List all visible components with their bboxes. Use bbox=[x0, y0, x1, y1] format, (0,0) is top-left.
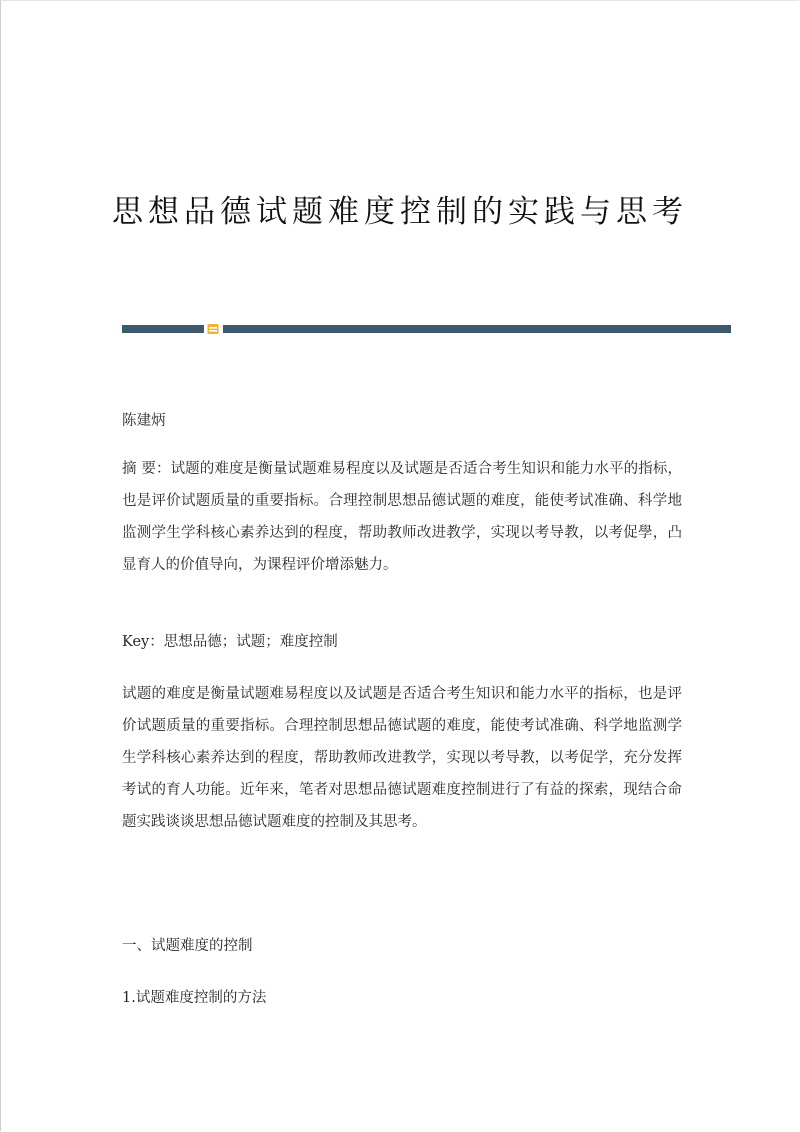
divider-ornament-icon bbox=[207, 323, 219, 335]
section-heading: 一、试题难度的控制 bbox=[122, 938, 253, 954]
divider-bar-right bbox=[223, 325, 731, 333]
title-divider bbox=[122, 325, 731, 333]
divider-bar-left bbox=[122, 325, 204, 333]
body-paragraph: 试题的难度是衡量试题难易程度以及试题是否适合考生知识和能力水平的指标，也是评价试题质量的重要指标。合理控制思想品德试题的难度，能使考试准确、科学地监测学生学科核心素养达到的程度，帮助教师改进教学，实现以考导教，以考促学，充分发挥考试的育人功能。近年来，笔者对思想品德试题难度控制进行了有益的探索，现结合命题实践谈谈思想品德试题难度的控制及其思考。 bbox=[122, 686, 682, 830]
abstract-paragraph: 摘 要：试题的难度是衡量试题难易程度以及试题是否适合考生知识和能力水平的指标，也是评价试题质量的重要指标。合理控制思想品德试题的难度，能使考试准确、科学地监测学生学科核心素养达到的程度，帮助教师改进教学，实现以考导教，以考促學，凸显育人的价值导向，为课程评价增添魅力。 bbox=[122, 461, 682, 573]
keywords-line: Key：思想品德；试题；难度控制 bbox=[122, 634, 338, 650]
subsection-heading: 1.试题难度控制的方法 bbox=[122, 990, 267, 1006]
document-title: 思想品德试题难度控制的实践与思考 bbox=[112, 194, 688, 230]
author-name: 陈建炳 bbox=[122, 413, 166, 429]
